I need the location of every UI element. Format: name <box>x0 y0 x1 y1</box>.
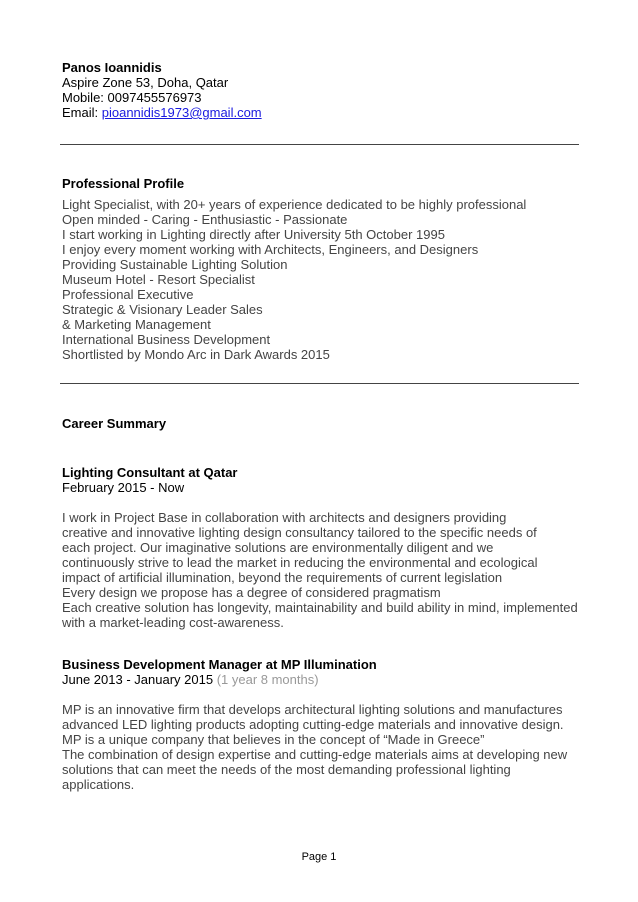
job-line: advanced LED lighting products adopting cutting-edge materials and innovative design. <box>62 717 564 732</box>
job-entry <box>62 657 582 792</box>
job-entry <box>62 465 582 630</box>
job-line: creative and innovative lighting design consultancy tailored to the specific needs of <box>62 525 537 540</box>
profile-line: Open minded - Caring - Enthusiastic - Passionate <box>62 212 348 227</box>
job-duration: (1 year 8 months) <box>216 672 319 687</box>
job-line: The combination of design expertise and cutting-edge materials aims at developing new <box>62 747 568 762</box>
job-description <box>62 702 582 792</box>
job-line: I work in Project Base in collaboration with architects and designers providing <box>62 510 507 525</box>
career-heading: Career Summary <box>62 416 167 431</box>
profile-line: Strategic & Visionary Leader Sales <box>62 302 263 317</box>
job-line: continuously strive to lead the market in reducing the environmental and ecological <box>62 555 538 570</box>
profile-heading: Professional Profile <box>62 176 185 191</box>
profile-line: & Marketing Management <box>62 317 211 332</box>
job-line: Each creative solution has longevity, maintainability and build ability in mind, implemented <box>62 600 578 615</box>
page-number: Page 1 <box>301 851 337 863</box>
job-line: with a market-leading cost-awareness. <box>62 615 284 630</box>
job-line: Every design we propose has a degree of considered pragmatism <box>62 585 441 600</box>
job-line: impact of artificial illumination, beyond the requirements of current legislation <box>62 570 503 585</box>
email-label: Email: <box>62 105 102 120</box>
profile-section <box>62 176 582 362</box>
profile-line: Providing Sustainable Lighting Solution <box>62 257 288 272</box>
job-line: solutions that can meet the needs of the most demanding professional lighting <box>62 762 511 777</box>
profile-line: International Business Development <box>62 332 271 347</box>
job-title: Lighting Consultant at Qatar <box>62 465 238 480</box>
divider <box>60 383 579 384</box>
profile-line: I start working in Lighting directly after University 5th October 1995 <box>62 227 445 242</box>
email-row <box>62 105 582 120</box>
divider <box>60 144 579 145</box>
profile-line: Museum Hotel - Resort Specialist <box>62 272 255 287</box>
job-dates: February 2015 - Now <box>62 480 185 495</box>
job-line: MP is an innovative firm that develops architectural lighting solutions and manufactures <box>62 702 563 717</box>
profile-line: Shortlisted by Mondo Arc in Dark Awards 2015 <box>62 347 330 362</box>
job-description <box>62 510 582 630</box>
profile-line: Professional Executive <box>62 287 194 302</box>
candidate-name: Panos Ioannidis <box>62 60 162 75</box>
job-title: Business Development Manager at MP Illumination <box>62 657 377 672</box>
job-dates: June 2013 - January 2015 <box>62 672 214 687</box>
profile-line: I enjoy every moment working with Architects, Engineers, and Designers <box>62 242 479 257</box>
profile-text <box>62 197 582 362</box>
contact-block <box>62 60 582 120</box>
email-link[interactable]: pioannidis1973@gmail.com <box>101 105 262 120</box>
profile-line: Light Specialist, with 20+ years of experience dedicated to be highly professional <box>62 197 527 212</box>
job-line: applications. <box>62 777 135 792</box>
job-line: each project. Our imaginative solutions are environmentally diligent and we <box>62 540 494 555</box>
job-line: MP is a unique company that believes in the concept of “Made in Greece” <box>62 732 485 747</box>
career-heading-block <box>62 416 582 431</box>
address: Aspire Zone 53, Doha, Qatar <box>62 75 229 90</box>
job-dates-row <box>62 672 582 687</box>
mobile: Mobile: 0097455576973 <box>62 90 202 105</box>
